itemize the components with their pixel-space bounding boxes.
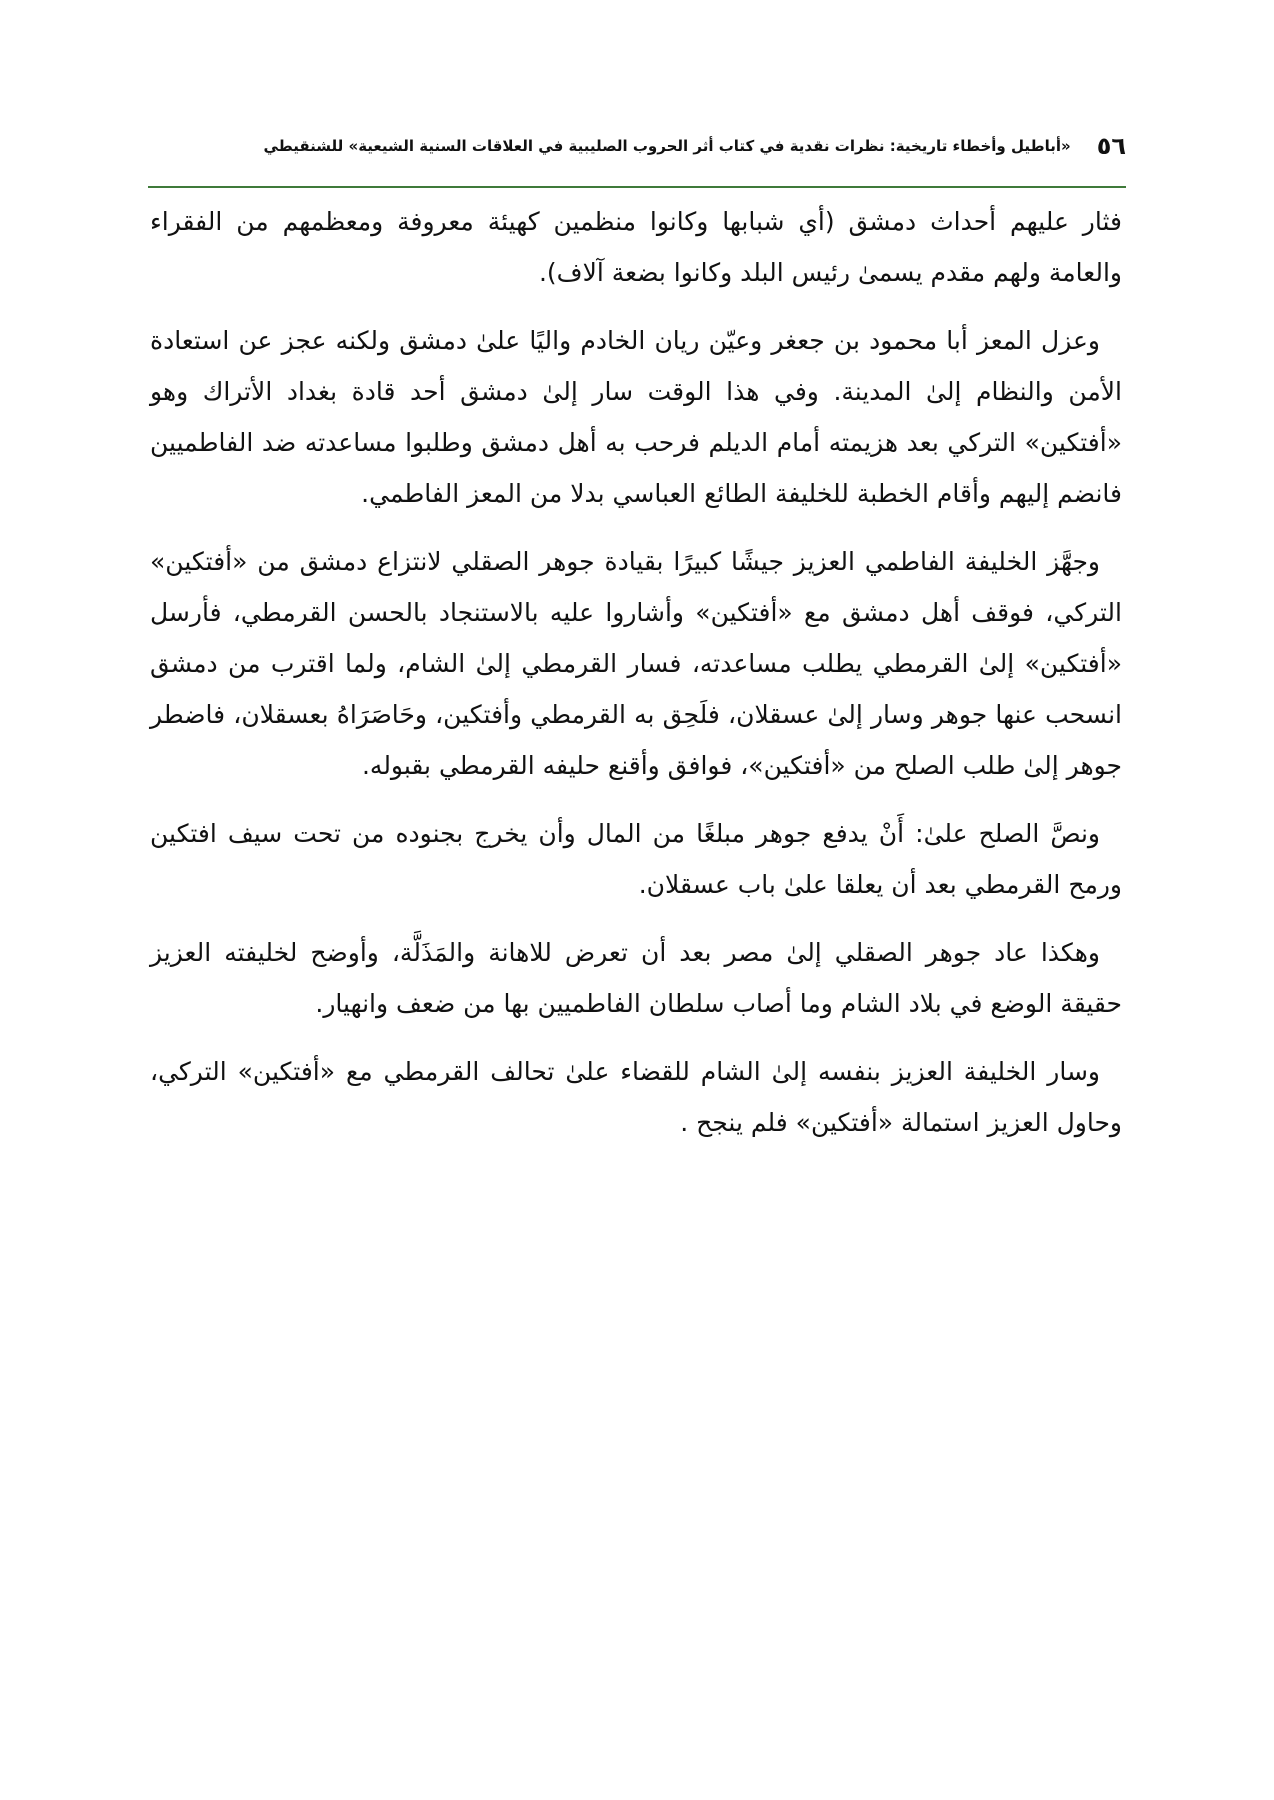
paragraph: فثار عليهم أحداث دمشق (أي شبابها وكانوا منظمين كهيئة معروفة ومعظمهم من الفقراء والعامة ولهم مقدم يسمىٰ رئيس البلد وكانوا بضعة آلاف). — [150, 207, 1122, 287]
paragraph: وسار الخليفة العزيز بنفسه إلىٰ الشام للقضاء علىٰ تحالف القرمطي مع «أفتكين» التركي، وحاول العزيز استمالة «أفتكين» فلم ينجح . — [150, 1057, 1122, 1137]
running-header-title: «أباطيل وأخطاء تاريخية: نظرات نقدية في كتاب أثر الحروب الصليبية في العلاقات السنية الشيعية» للشنقيطي — [263, 137, 1071, 155]
paragraph: وهكذا عاد جوهر الصقلي إلىٰ مصر بعد أن تعرض للاهانة والمَذَلَّة، وأوضح لخليفته العزيز حقيقة الوضع في بلاد الشام وما أصاب سلطان الفاطميين بها من ضعف وانهيار. — [150, 938, 1122, 1018]
body-text — [150, 196, 1122, 1165]
page-number: ٥٦ — [1096, 132, 1126, 160]
paragraph: وعزل المعز أبا محمود بن جعغر وعيّن ريان الخادم واليًا علىٰ دمشق ولكنه عجز عن استعادة الأمن والنظام إلىٰ المدينة. وفي هذا الوقت سار إلىٰ دمشق أحد قادة بغداد الأتراك وهو «أفتكين» التركي بعد هزيمته أمام الديلم فرحب به أهل دمشق وطلبوا مساعدته ضد الفاطميين فانضم إليهم وأقام الخطبة للخليفة الطائع العباسي بدلا من المعز الفاطمي. — [150, 326, 1122, 508]
header-divider — [148, 186, 1126, 188]
paragraph: وجهَّز الخليفة الفاطمي العزيز جيشًا كبيرًا بقيادة جوهر الصقلي لانتزاع دمشق من «أفتكين» التركي، فوقف أهل دمشق مع «أفتكين» وأشاروا عليه بالاستنجاد بالحسن القرمطي، فأرسل «أفتكين» إلىٰ القرمطي يطلب مساعدته، فسار القرمطي إلىٰ الشام، ولما اقترب من دمشق انسحب عنها جوهر وسار إلىٰ عسقلان، فلَحِق به القرمطي وأفتكين، وحَاصَرَاهُ بعسقلان، فاضطر جوهر إلىٰ طلب الصلح من «أفتكين»، فوافق وأقنع حليفه القرمطي بقبوله. — [150, 547, 1122, 780]
running-header — [148, 126, 1126, 166]
paragraph: ونصَّ الصلح علىٰ: أَنْ يدفع جوهر مبلغًا من المال وأن يخرج بجنوده من تحت سيف افتكين ورمح القرمطي بعد أن يعلقا علىٰ باب عسقلان. — [150, 819, 1122, 899]
